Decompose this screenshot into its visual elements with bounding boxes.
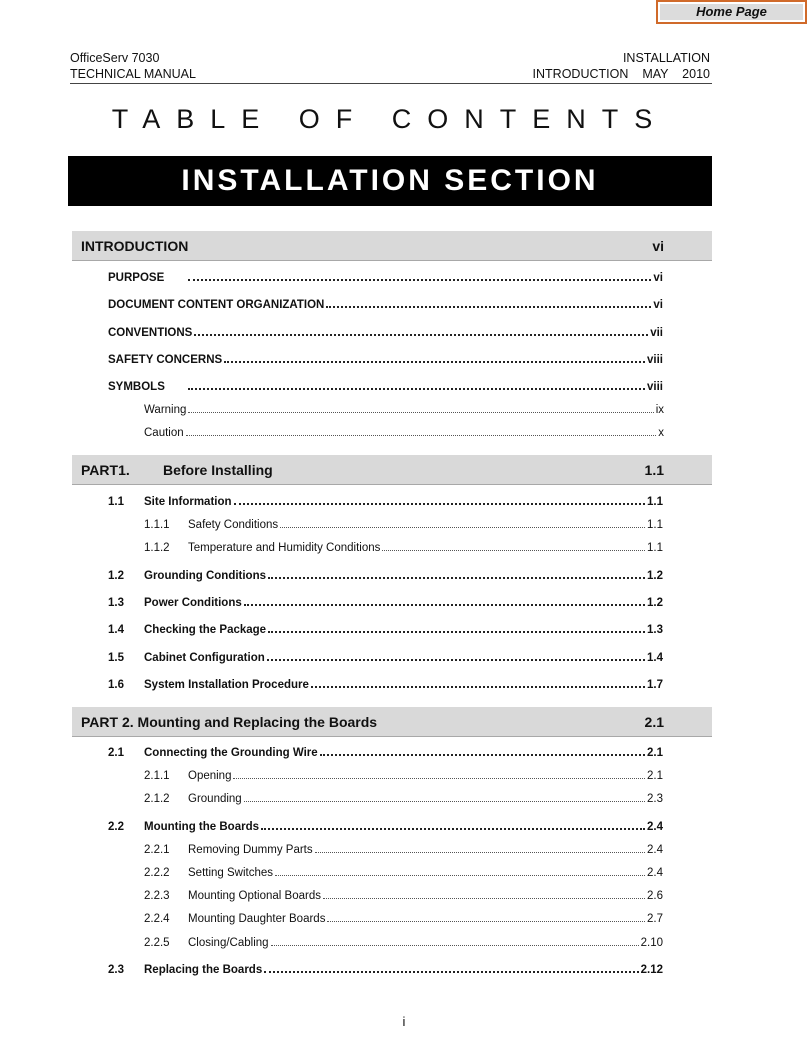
home-page-label: Home Page (660, 4, 803, 20)
toc-entry-document-content-organization[interactable]: DOCUMENT CONTENT ORGANIZATION vi (108, 299, 663, 311)
toc-entry-purpose[interactable]: PURPOSE vi (108, 272, 663, 284)
page-number: i (402, 1014, 406, 1029)
toc-entry-safety-concerns[interactable]: SAFETY CONCERNS viii (108, 354, 663, 366)
header-right (533, 50, 710, 82)
toc-entry-warning[interactable]: Warning ix (144, 404, 664, 416)
toc-entry-2-2-4[interactable]: 2.2.4 Mounting Daughter Boards 2.7 (144, 913, 663, 925)
part1-number: PART1. (81, 462, 130, 478)
toc-entry-1-1[interactable]: 1.1 Site Information 1.1 (108, 496, 663, 508)
toc-entry-2-1[interactable]: 2.1 Connecting the Grounding Wire 2.1 (108, 747, 663, 759)
header-left (70, 50, 196, 82)
toc-entry-2-1-2[interactable]: 2.1.2 Grounding 2.3 (144, 793, 663, 805)
introduction-title: INTRODUCTION (81, 238, 189, 254)
toc-entry-conventions[interactable]: CONVENTIONS vii (108, 327, 663, 339)
part2-page: 2.1 (644, 714, 664, 730)
toc-entry-1-1-1[interactable]: 1.1.1 Safety Conditions 1.1 (144, 519, 663, 531)
toc-entry-1-1-2[interactable]: 1.1.2 Temperature and Humidity Conditions 1.1 (144, 542, 663, 554)
toc-entry-2-2-2[interactable]: 2.2.2 Setting Switches 2.4 (144, 867, 663, 879)
toc-entry-1-4[interactable]: 1.4 Checking the Package 1.3 (108, 624, 663, 636)
header-installation: INSTALLATION (622, 51, 710, 65)
toc-entry-1-3[interactable]: 1.3 Power Conditions 1.2 (108, 597, 663, 609)
toc-title: TABLE OF CONTENTS (111, 104, 669, 134)
part1-title: Before Installing (163, 462, 273, 478)
introduction-heading[interactable] (72, 231, 712, 261)
toc-entry-1-5[interactable]: 1.5 Cabinet Configuration 1.4 (108, 652, 663, 664)
part2-heading[interactable] (72, 707, 712, 737)
part2-title: PART 2. Mounting and Replacing the Boards (81, 714, 378, 730)
header-divider (70, 83, 712, 84)
header-date: MAY 2010 (642, 67, 710, 81)
part1-page: 1.1 (644, 462, 664, 478)
part1-heading[interactable] (72, 455, 712, 485)
toc-entry-2-2-1[interactable]: 2.2.1 Removing Dummy Parts 2.4 (144, 844, 663, 856)
toc-entry-2-2-3[interactable]: 2.2.3 Mounting Optional Boards 2.6 (144, 890, 663, 902)
section-banner: INSTALLATION SECTION (68, 156, 712, 206)
toc-entry-1-6[interactable]: 1.6 System Installation Procedure 1.7 (108, 679, 663, 691)
manual-type: TECHNICAL MANUAL (70, 67, 196, 81)
toc-entry-symbols[interactable]: SYMBOLS viii (108, 381, 663, 393)
product-name: OfficeServ 7030 (70, 51, 160, 65)
header-section: INTRODUCTION (532, 67, 629, 81)
toc-entry-2-3[interactable]: 2.3 Replacing the Boards 2.12 (108, 964, 663, 976)
introduction-page: vi (652, 238, 664, 254)
toc-entry-2-2[interactable]: 2.2 Mounting the Boards 2.4 (108, 821, 663, 833)
toc-entry-caution[interactable]: Caution x (144, 427, 664, 439)
toc-entry-2-2-5[interactable]: 2.2.5 Closing/Cabling 2.10 (144, 937, 663, 949)
home-page-button[interactable] (656, 0, 807, 24)
toc-entry-1-2[interactable]: 1.2 Grounding Conditions 1.2 (108, 570, 663, 582)
toc-entry-2-1-1[interactable]: 2.1.1 Opening 2.1 (144, 770, 663, 782)
